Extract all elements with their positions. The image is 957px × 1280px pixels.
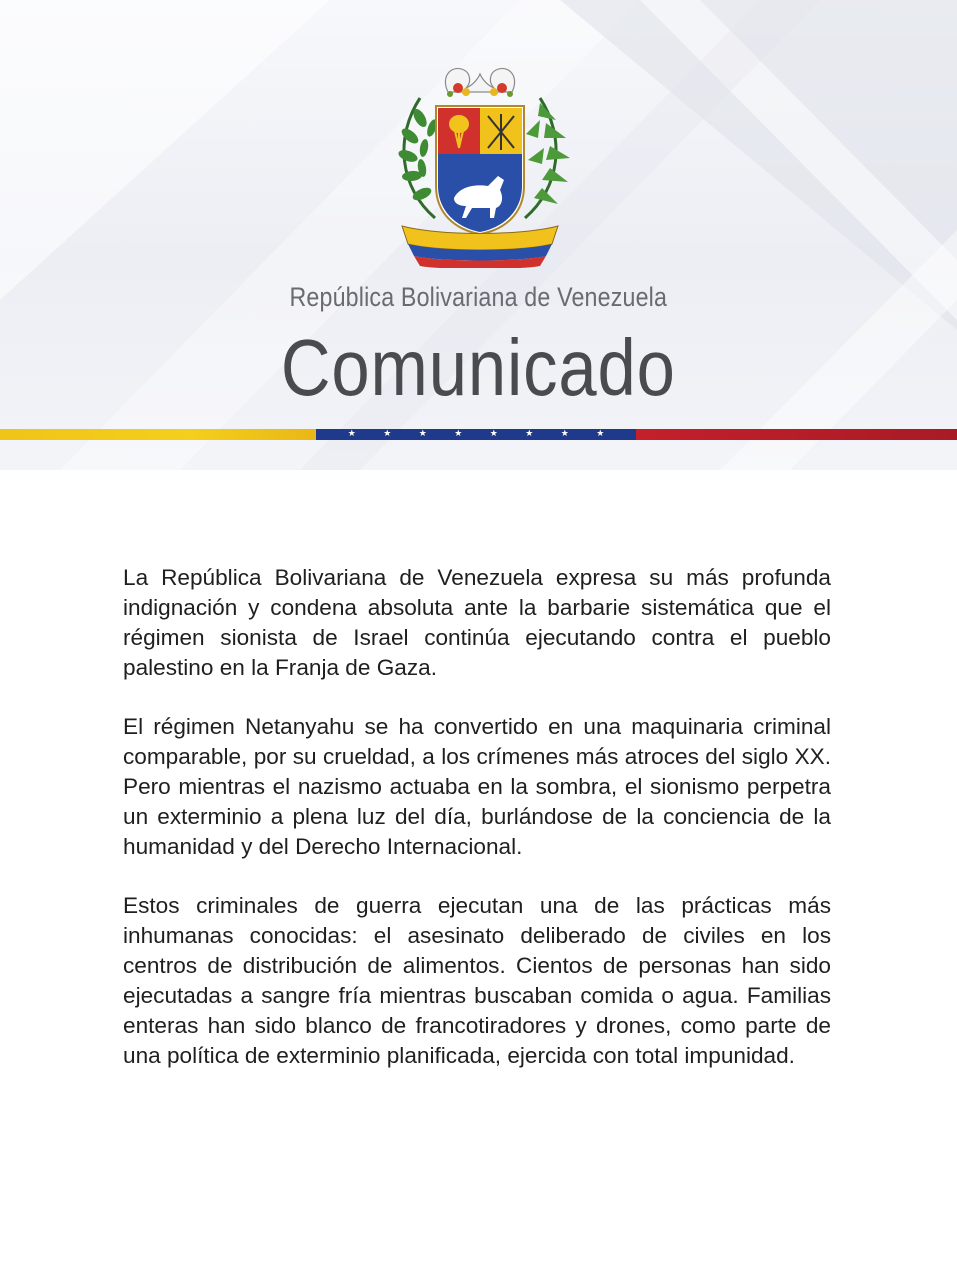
flag-stripe <box>0 429 957 440</box>
document-title: Comunicado <box>280 323 676 412</box>
star-icon: ★ <box>383 429 392 439</box>
star-icon: ★ <box>418 429 427 439</box>
flag-yellow-band <box>0 429 316 440</box>
star-icon: ★ <box>560 429 569 439</box>
paragraph: Estos criminales de guerra ejecutan una de las prácticas más inhumanas conocidas: el asesinato deliberado de civiles en los centros de distribución de alimentos. Cientos de personas han sido ejecutadas a sangre fría mientras buscaban comida o agua. Familias enteras han sido blanco de francotiradores y drones, como parte de una política de exterminio planificada, ejercida con total impunidad. <box>123 893 831 1068</box>
coat-of-arms-icon <box>380 58 580 268</box>
country-name: República Bolivariana de Venezuela <box>289 282 668 312</box>
flag-blue-band <box>316 429 636 440</box>
statement-body <box>123 563 831 1100</box>
star-icon: ★ <box>596 429 605 439</box>
star-icon: ★ <box>489 429 498 439</box>
star-icon: ★ <box>525 429 534 439</box>
paragraph: El régimen Netanyahu se ha convertido en una maquinaria criminal comparable, por su crueldad, a los crímenes más atroces del siglo XX. Pero mientras el nazismo actuaba en la sombra, el sionismo perpetra un exterminio a plena luz del día, burlándose de la conciencia de la humanidad y del Derecho Internacional. <box>123 714 831 859</box>
star-icon: ★ <box>347 429 356 439</box>
star-icon: ★ <box>454 429 463 439</box>
flag-red-band <box>636 429 957 440</box>
letterhead <box>0 0 957 470</box>
paragraph: La República Bolivariana de Venezuela expresa su más profunda indignación y condena absoluta ante la barbarie sistemática que el régimen sionista de Israel continúa ejecutando contra el pueblo palestino en la Franja de Gaza. <box>123 565 831 680</box>
